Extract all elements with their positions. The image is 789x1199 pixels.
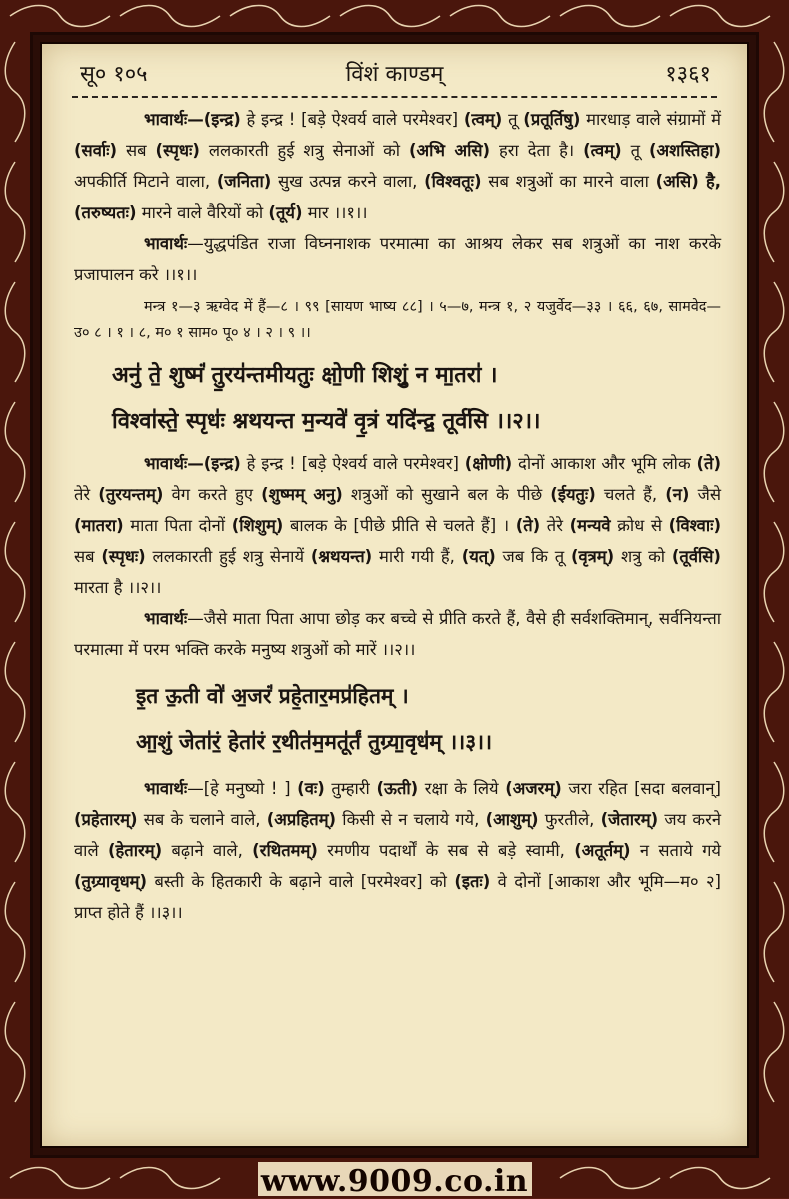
term-run: भावार्थः — [144, 234, 188, 253]
term-run: (क्षोणी) — [464, 454, 513, 473]
term-run: (वः) — [297, 779, 325, 798]
text-run: बढ़ाने वाले, — [162, 841, 253, 860]
page-body — [74, 104, 721, 928]
text-run: मारी गयी हैं, — [372, 547, 462, 566]
term-run: (अभि असि) — [408, 141, 491, 160]
mantra-reference: मन्त्र १—३ ऋग्वेद में हैं—८ । ९९ [सायण भाष्य ८८] । ५—७, मन्त्र १, २ यजुर्वेद—३३ । ६६, ६७, सामवेद— उ० ८ । १ । ८, म० १ साम० पू० ४ । २ । ९ ।। — [74, 299, 721, 341]
text-run: बस्ती के हितकारी के बढ़ाने वाले [परमेश्वर] को — [147, 872, 455, 891]
term-run: (स्पृधः) — [155, 141, 200, 160]
translation-paragraph-1 — [74, 104, 721, 228]
text-run: —[हे मनुष्यो ! ] — [187, 779, 298, 798]
term-run: (ऊती) — [376, 779, 419, 798]
text-run: बालक के [पीछे प्रीति से चलते हैं] । — [283, 516, 516, 535]
term-run: (रथितमम्) — [252, 841, 318, 860]
text-run: जय करने वाले — [74, 810, 721, 860]
text-run: न सताये गये — [630, 841, 721, 860]
term-run: (आशुम्) — [485, 810, 539, 829]
border-ornament-left — [0, 32, 30, 1158]
verse-2-line-1: अनु॑ ते॒ शुष्मं॑ तु॒रय॑न्तमीयतुः क्षो॒णी शिशुं॒ न मा॒तरा॑ । — [112, 362, 498, 388]
verse-3-line-1: इ॒त ऊ॒ती वो॑ अ॒जरं॑ प्रहे॒तार॒मप्र॑हितम् । — [136, 683, 409, 708]
text-run: —जैसे माता पिता आपा छोड़ कर बच्चे से प्रीति करते हैं, वैसे ही सर्वशक्तिमान्, सर्वनियन्ता परमात्मा में परम भक्ति करके मनुष्य शत्रुओं को मारें ।।२।। — [74, 609, 721, 659]
term-run: (जनिता) — [216, 172, 272, 191]
border-ornament-right — [759, 32, 789, 1158]
text-run: वेग करते हुए — [163, 485, 262, 504]
term-run: (ईयतुः) — [550, 485, 596, 504]
text-run: किसी से न चलाये गये, — [336, 810, 486, 829]
term-run: (श्नथयन्त) — [310, 547, 373, 566]
text-run: सब — [117, 141, 156, 160]
text-run: रमणीय पदार्थों के सब से बड़े स्वामी, — [317, 841, 575, 860]
verse-3 — [74, 673, 721, 765]
text-run: तू — [621, 141, 649, 160]
text-run: रक्षा के लिये — [418, 779, 506, 798]
text-run: मारता है ।।२।। — [74, 578, 162, 597]
term-run: (अशस्तिहा) — [648, 141, 721, 160]
text-run: हे इन्द्र ! [बड़े ऐश्वर्य वाले परमेश्वर] — [240, 454, 465, 473]
translation-paragraph-3 — [74, 773, 721, 928]
term-run: (त्वम्) — [463, 110, 503, 129]
text-run: जैसे — [689, 485, 721, 504]
text-run: चलते हैं, — [595, 485, 666, 504]
term-run: (विश्वतूः) — [424, 172, 482, 191]
term-run: (प्रतूर्तिषु) — [523, 110, 581, 129]
term-run: (वृत्रम्) — [570, 547, 615, 566]
text-run: मार ।।१।। — [302, 203, 368, 222]
term-run: (असि) है, (तरुष्यतः) — [74, 172, 721, 222]
term-run: (त्वम्) — [583, 141, 622, 160]
text-run: दोनों आकाश और भूमि लोक — [512, 454, 697, 473]
term-run: (मन्यवे — [569, 516, 611, 535]
text-run: क्रोध से — [610, 516, 669, 535]
footer-url[interactable]: www.9009.co.in — [260, 1164, 529, 1199]
term-run: भावार्थः — [144, 779, 188, 798]
term-run: (सर्वाः) — [74, 141, 118, 160]
term-run: (न) — [665, 485, 690, 504]
text-run: सुख उत्पन्न करने वाला, — [271, 172, 425, 191]
term-run: भावार्थः—(इन्द्र) — [144, 110, 241, 129]
translation-paragraph-2 — [74, 448, 721, 603]
term-run: (विश्वाः) — [668, 516, 721, 535]
verse-2 — [74, 352, 721, 444]
text-run: वे दोनों [आकाश और भूमि—म० २] प्राप्त होते हैं ।।३।। — [74, 872, 721, 922]
text-run: मारधाड़ वाले संग्रामों में — [580, 110, 721, 129]
term-run: (तूर्य) — [268, 203, 303, 222]
term-run: भावार्थः — [144, 609, 188, 628]
term-run: (अजरम्) — [505, 779, 562, 798]
term-run: (अतूर्तम्) — [574, 841, 631, 860]
verse-2-line-2: विश्वा॑स्ते॒ स्पृधः॑ श्नथयन्त म॒न्यवे॑ वृ॒त्रं यदि॑न्द्र॒ तूर्व॑सि ।।२।। — [112, 408, 541, 434]
term-run: (ते) — [515, 516, 541, 535]
text-run: तेरे — [74, 485, 99, 504]
meaning-paragraph-1 — [74, 228, 721, 290]
text-run: ललकारती हुई शत्रु सेनायें — [145, 547, 311, 566]
text-run: मारने वाले वैरियों को — [136, 203, 269, 222]
text-run: तुम्हारी — [324, 779, 377, 798]
text-run: —युद्धपंडित राजा विघ्ननाशक परमात्मा का आश्रय लेकर सब शत्रुओं का नाश करके प्रजापालन करे ।।१।। — [74, 234, 721, 284]
text-run: जरा रहित [सदा बलवान्] — [561, 779, 721, 798]
term-run: (यत्) — [461, 547, 496, 566]
text-run: शत्रुओं को सुखाने बल के पीछे — [342, 485, 551, 504]
sukta-number: सू० १०५ — [80, 62, 148, 87]
text-run: ललकारती हुई शत्रु सेनाओं को — [199, 141, 409, 160]
term-run: (प्रहेतारम्) — [74, 810, 138, 829]
header-divider — [72, 96, 717, 98]
text-run: तू — [502, 110, 524, 129]
text-run: जब कि तू — [495, 547, 571, 566]
page-number: १३६१ — [665, 62, 711, 87]
text-run: सब के चलाने वाले, — [137, 810, 267, 829]
text-run: सब शत्रुओं का मारने वाला — [481, 172, 656, 191]
page-header — [70, 58, 719, 92]
text-run: सब — [74, 547, 102, 566]
text-run: तेरे — [540, 516, 570, 535]
term-run: (शिशुम्) — [231, 516, 284, 535]
term-run: (स्पृधः) — [101, 547, 146, 566]
term-run: (अप्रहितम्) — [266, 810, 337, 829]
term-run: भावार्थः—(इन्द्र) — [144, 454, 241, 473]
term-run: (मातरा) — [74, 516, 124, 535]
term-run: (तुग्र्यावृधम्) — [74, 872, 148, 891]
term-run: (तुरयन्तम्) — [98, 485, 164, 504]
term-run: (तूर्वसि) — [671, 547, 721, 566]
term-run: (शुष्मम् अनु) — [261, 485, 343, 504]
border-ornament-top — [0, 0, 789, 32]
page-title: विंशं काण्डम् — [345, 62, 444, 87]
term-run: (ते) — [696, 454, 722, 473]
text-run: हरा देता है। — [490, 141, 584, 160]
text-run: शत्रु को — [614, 547, 672, 566]
term-run: (हेतारम्) — [107, 841, 163, 860]
scripture-page — [40, 42, 749, 1148]
text-run: अपकीर्ति मिटाने वाला, — [74, 172, 217, 191]
text-run: माता पिता दोनों — [123, 516, 232, 535]
term-run: (जेतारम्) — [600, 810, 659, 829]
meaning-paragraph-2 — [74, 603, 721, 665]
text-run: हे इन्द्र ! [बड़े ऐश्वर्य वाले परमेश्वर] — [240, 110, 464, 129]
term-run: (इतः) — [454, 872, 491, 891]
verse-3-line-2: आ॒शुं जेता॑रं॒ हेता॑रं र॒थीत॑म॒मतू॑र्तं तुग्र्या॒वृध॑म् ।।३।। — [136, 729, 493, 754]
text-run: फुरतीले, — [538, 810, 601, 829]
